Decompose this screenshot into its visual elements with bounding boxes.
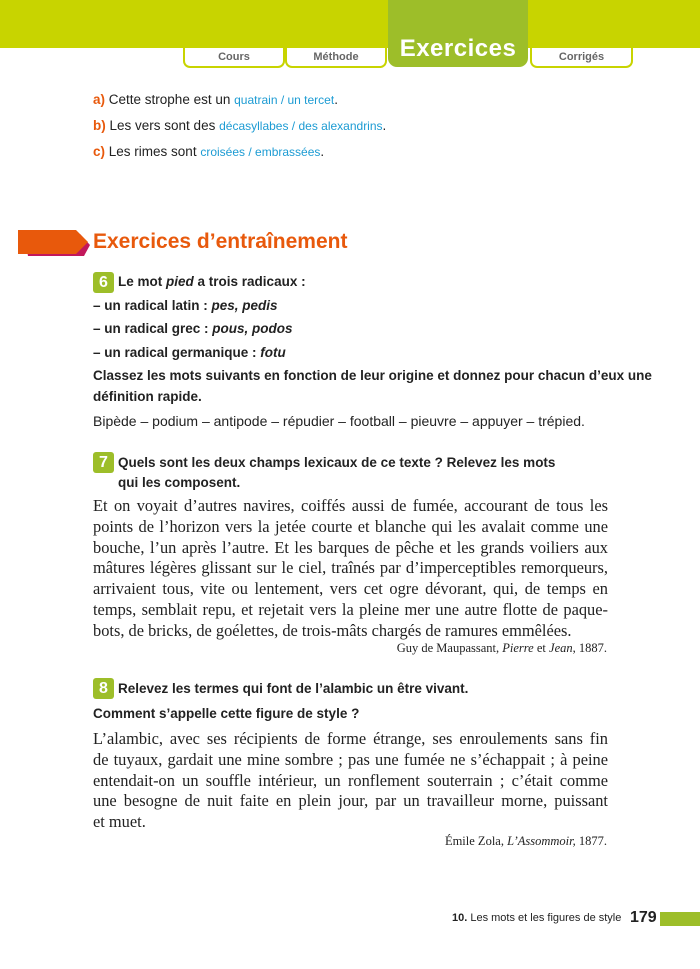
source-title-1: Pierre	[502, 641, 534, 655]
ex6-l1b: pied	[166, 274, 194, 289]
ex6-question-2: définition rapide.	[93, 389, 202, 404]
ex7-question-2: qui les composent.	[118, 475, 241, 490]
item-letter: a)	[93, 92, 106, 107]
item-options: croisées / embrassées	[200, 145, 321, 159]
ex6-l3a: – un radical grec :	[93, 321, 213, 336]
footer-bar	[660, 912, 700, 926]
item-letter: b)	[93, 118, 106, 133]
ex6-question-1: Classez les mots suivants en fonction de leur origine et donnez pour chacun d’eux une	[93, 368, 652, 383]
section-title: Exercices d’entraînement	[93, 230, 348, 253]
source-year: 1877.	[575, 834, 607, 848]
ex6-l2b: pes, pedis	[211, 298, 278, 313]
passage-line: de tuyaux, gardait une mine sombre ; pas une fumée ne s’échappait ; à peine	[93, 749, 608, 769]
source-author: Émile Zola,	[444, 834, 508, 848]
source-author: Guy de Maupassant,	[396, 641, 503, 655]
passage-line: arrivaient tous, vite ou lentement, vers cet ogre dévorant, qui, de temps en	[93, 579, 608, 599]
ex7-question-1: Quels sont les deux champs lexicaux de ce texte ? Relevez les mots	[118, 455, 556, 470]
item-letter: c)	[93, 144, 106, 159]
item-a	[93, 92, 338, 107]
source-mid: et	[533, 641, 550, 655]
ex7-passage	[93, 496, 608, 642]
header-band	[0, 0, 700, 48]
footer-chapter	[452, 912, 621, 924]
footer-chapter-number: 10.	[452, 912, 468, 924]
ex6-line2	[93, 298, 278, 313]
passage-line: bots, de bricks, de goélettes, de trois-mâts chargés de ramures emmêlées.	[93, 620, 572, 640]
footer-chapter-title: Les mots et les figures de style	[467, 912, 622, 924]
ex6-line3	[93, 321, 293, 336]
passage-line: entendait-on un souffle intérieur, un ronflement souterrain ; c’était comme	[93, 770, 608, 790]
source-title: L’Assommoir,	[507, 834, 576, 848]
section-arrow-icon	[18, 230, 90, 256]
passage-line: points de l’horizon vers la jetée courte et blanche qui les avalait comme une	[93, 516, 608, 536]
ex6-l1a: Le mot	[118, 274, 167, 289]
ex6-l4a: – un radical germanique :	[93, 345, 261, 360]
ex8-passage	[93, 729, 608, 833]
passage-line: Et on voyait d’autres navires, coiffés aussi de fumée, accourant de tous les	[93, 496, 608, 515]
exercise-number-8: 8	[93, 678, 114, 699]
item-b	[93, 118, 386, 133]
ex8-question-1: Relevez les termes qui font de l’alambic un être vivant.	[118, 681, 469, 696]
ex6-word-list: Bipède – podium – antipode – répudier – football – pieuvre – appuyer – trépied.	[93, 413, 585, 429]
passage-line: mâtures légères glissant sur le ciel, traînés par d’imperceptibles remorqueurs,	[93, 558, 608, 578]
item-options: décasyllabes / des alexandrins	[219, 119, 383, 133]
item-text: Les rimes sont	[108, 144, 197, 159]
ex6-l1c: a trois radicaux :	[193, 274, 306, 289]
ex8-source	[445, 834, 607, 849]
exercise-number-6: 6	[93, 272, 114, 293]
item-options: quatrain / un tercet	[234, 93, 335, 107]
passage-line: temps, semblait repu, et rejetait vers la pleine mer une autre flotte de paque-	[93, 599, 608, 619]
passage-line: L’alambic, avec ses récipients de forme étrange, ses enroulements sans fin	[93, 729, 608, 748]
passage-line: bouche, l’un après l’autre. Et les barques de pêche et les grands voiliers aux	[93, 537, 608, 557]
tab-exercices-active[interactable]: Exercices	[388, 0, 528, 67]
ex6-line4	[93, 345, 286, 360]
exercise-number-7: 7	[93, 452, 114, 473]
source-year: , 1887.	[572, 641, 607, 655]
ex6-l4b: fotu	[260, 345, 286, 360]
ex6-line1	[118, 274, 306, 289]
tab-cours[interactable]: Cours	[183, 48, 285, 68]
tab-corriges[interactable]: Corrigés	[530, 48, 633, 68]
source-title-2: Jean	[549, 641, 573, 655]
passage-line: une besogne de nuit faite en plein jour, par un travailleur morne, puissant	[93, 791, 608, 811]
ex7-source	[397, 641, 607, 656]
page-number: 179	[630, 909, 657, 926]
ex6-l3b: pous, podos	[212, 321, 293, 336]
item-c	[93, 144, 324, 159]
ex6-l2a: – un radical latin :	[93, 298, 212, 313]
item-text: Cette strophe est un	[108, 92, 231, 107]
ex8-question-2: Comment s’appelle cette figure de style ?	[93, 706, 360, 721]
tab-methode[interactable]: Méthode	[285, 48, 387, 68]
item-end: .	[320, 144, 325, 159]
passage-line: et muet.	[93, 812, 146, 832]
item-text: Les vers sont des	[109, 118, 216, 133]
item-end: .	[334, 92, 338, 107]
item-end: .	[382, 118, 387, 133]
